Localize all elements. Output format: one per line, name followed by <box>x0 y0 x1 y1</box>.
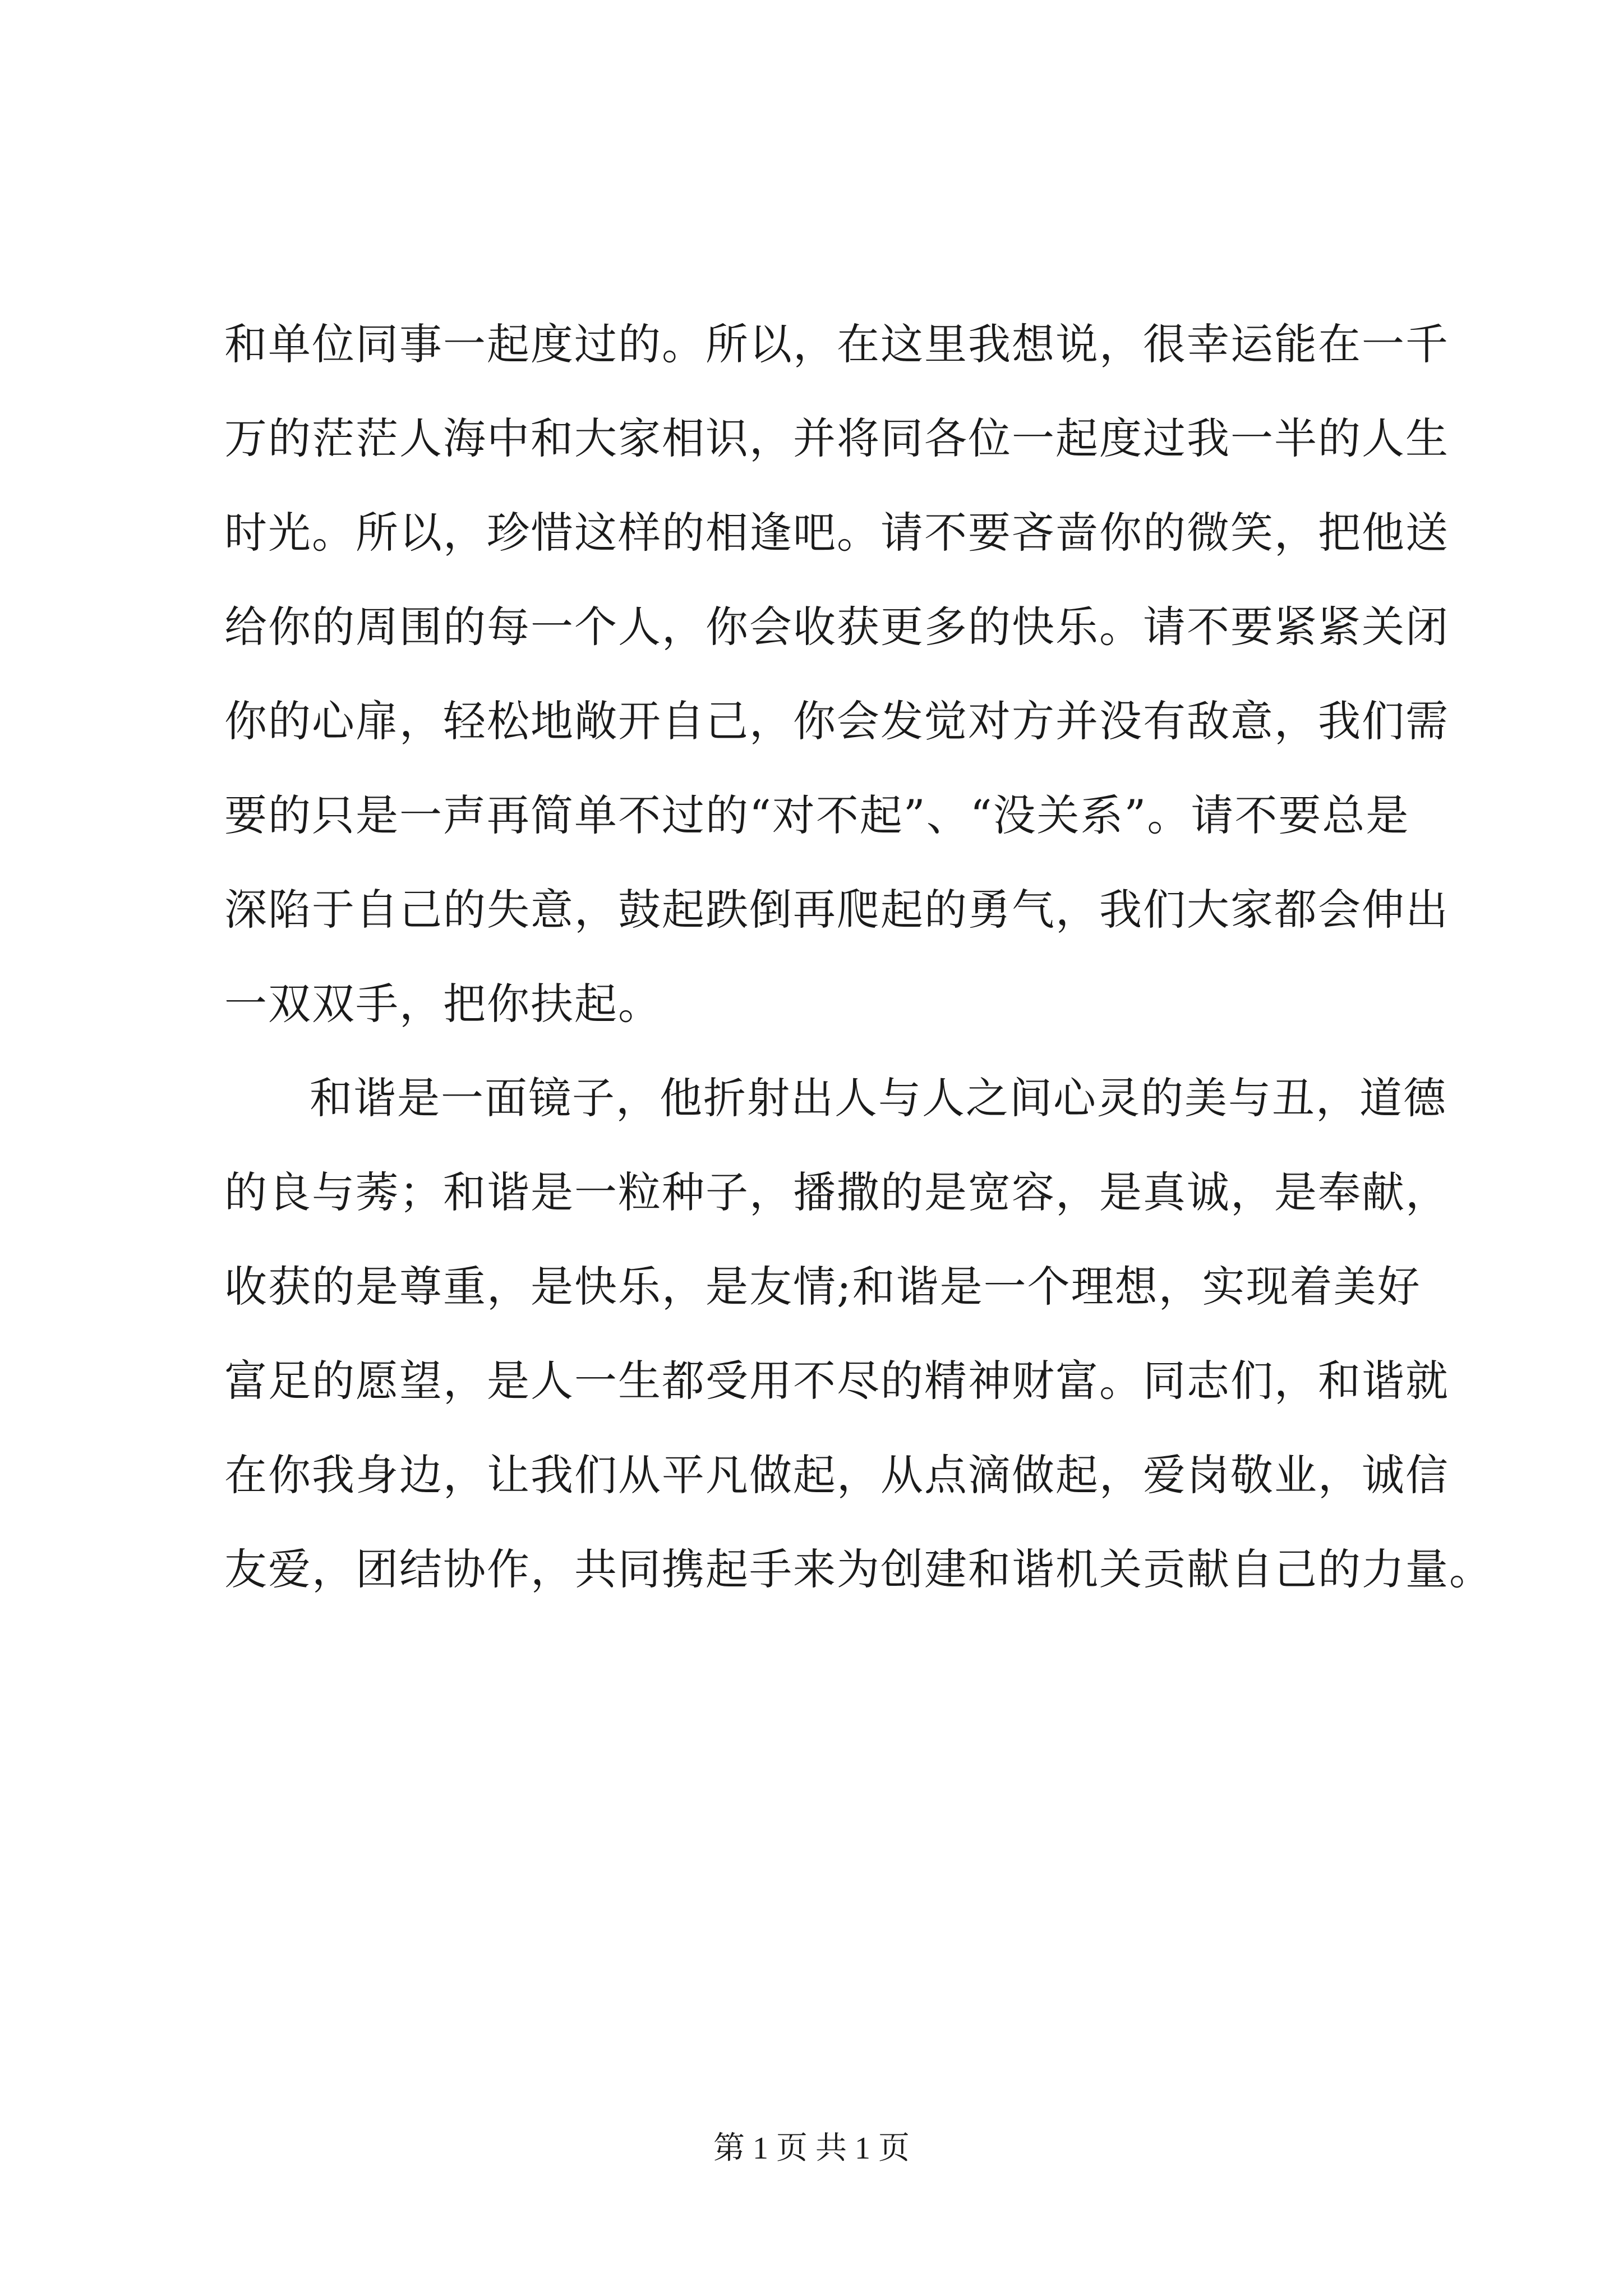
paragraph-2-line-1: 和谐是一面镜子，他折射出人与人之间心灵的美与丑，道德 <box>310 1073 1447 1123</box>
paragraph-1-line-7: 深陷于自己的失意，鼓起跌倒再爬起的勇气，我们大家都会伸出 <box>224 885 1449 935</box>
paragraph-2-line-3: 收获的是尊重，是快乐，是友情;和谐是一个理想，实现着美好 <box>224 1262 1421 1312</box>
paragraph-2-line-6: 友爱，团结协作，共同携起手来为创建和谐机关贡献自己的力量。 <box>224 1544 1493 1594</box>
paragraph-2-line-5: 在你我身边，让我们从平凡做起，从点滴做起，爱岗敬业，诚信 <box>224 1450 1449 1500</box>
paragraph-1-line-3: 时光。所以，珍惜这样的相逢吧。请不要吝啬你的微笑，把他送 <box>224 508 1449 558</box>
paragraph-2-line-2: 的良与莠；和谐是一粒种子，播撒的是宽容，是真诚，是奉献， <box>224 1167 1449 1217</box>
paragraph-2-line-4: 富足的愿望，是人一生都受用不尽的精神财富。同志们，和谐就 <box>224 1356 1449 1406</box>
paragraph-1-line-8: 一双双手，把你扶起。 <box>224 979 662 1029</box>
paragraph-1-line-1: 和单位同事一起度过的。所以，在这里我想说，很幸运能在一千 <box>224 319 1449 369</box>
paragraph-1-line-5: 你的心扉，轻松地敞开自己，你会发觉对方并没有敌意，我们需 <box>224 696 1449 746</box>
paragraph-1-line-4: 给你的周围的每一个人，你会收获更多的快乐。请不要紧紧关闭 <box>224 602 1449 652</box>
paragraph-1-line-6: 要的只是一声再简单不过的“对不起”、“没关系”。请不要总是 <box>224 790 1410 840</box>
paragraph-1-line-2: 万的茫茫人海中和大家相识，并将同各位一起度过我一半的人生 <box>224 413 1449 463</box>
document-body <box>224 297 1493 1617</box>
page-footer: 第 1 页 共 1 页 <box>713 2131 910 2166</box>
